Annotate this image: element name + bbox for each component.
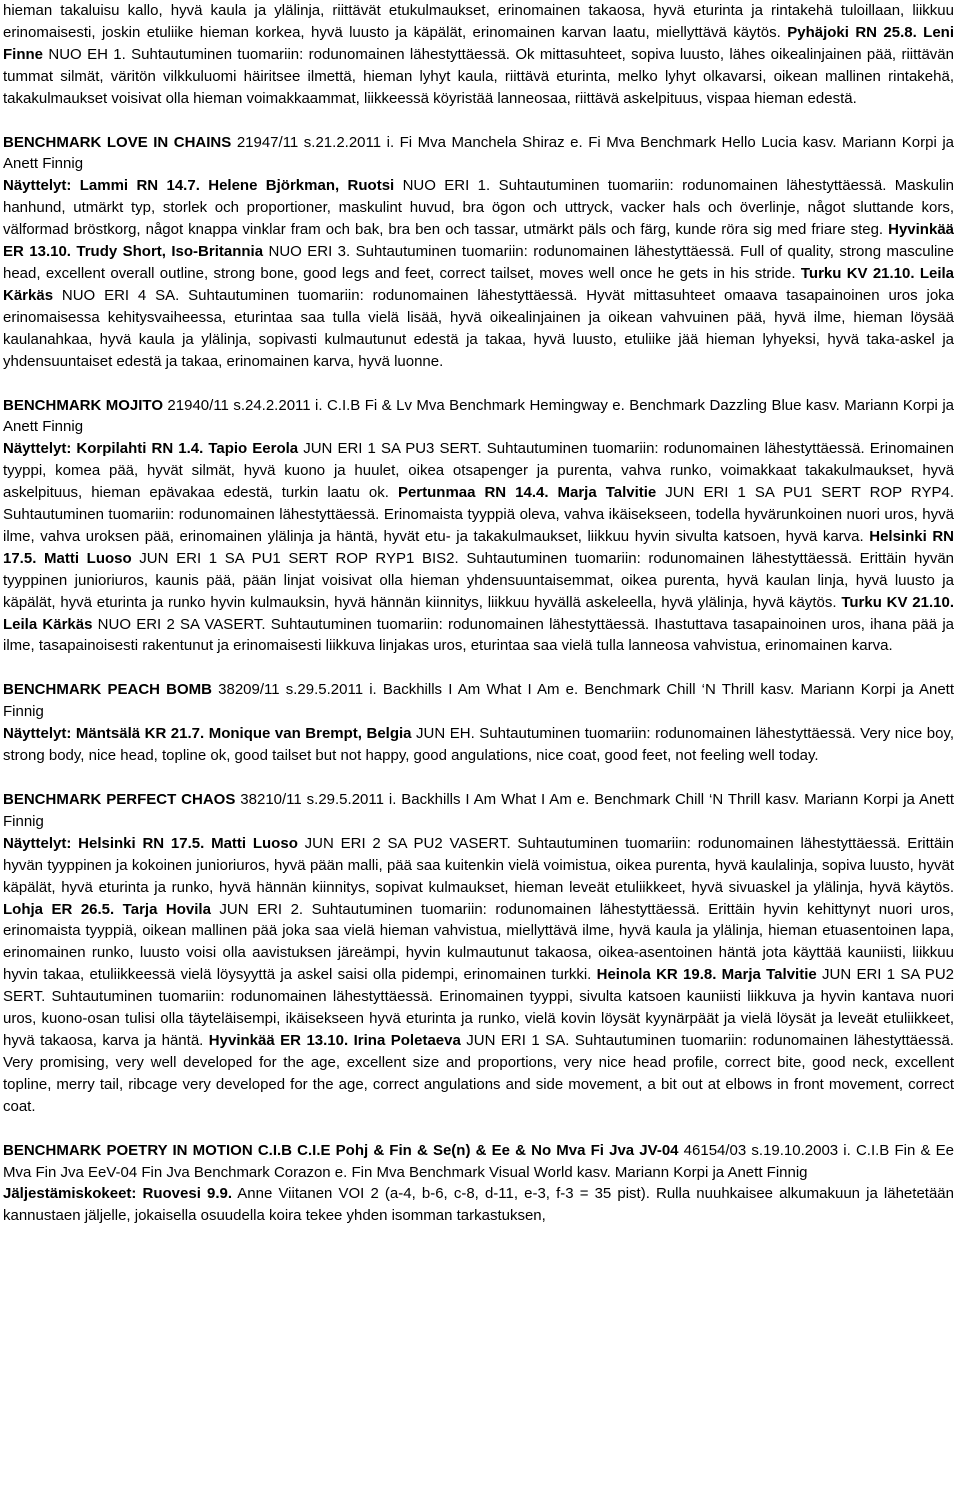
document-paragraph (3, 1183, 954, 1227)
bold-text-segment: Lohja ER 26.5. Tarja Hovila (3, 900, 211, 918)
bold-text-segment: BENCHMARK PEACH BOMB (3, 681, 212, 699)
text-segment: hieman takaluisu kallo, hyvä kaula ja ylälinja, riittävät etukulmaukset, erinomainen takaosa, hyvä eturinta ja rintakehä tuloillaan, liikkuu erinomaisesti, joskin etuliike hieman korkea, hyvä luusto ja käpälät, erinomainen karvan laatu, miellyttävä käytös. (3, 2, 954, 41)
bold-text-segment: Turku KV 21.10. Leila Kärkäs (3, 264, 955, 304)
document-paragraph (3, 789, 954, 833)
document-paragraph (3, 723, 954, 767)
text-segment: Anne Viitanen VOI 2 (a-4, b-6, c-8, d-11, e-3, f-3 = 35 pist). Rulla nuuhkaisee alkumakuun ja lähetetään kannustaen jäljelle, jokaisella osuudella koira tekee yhden isomman tarkastuksen, (3, 1185, 954, 1225)
bold-text-segment: Jäljestämiskokeet: Ruovesi 9.9. (3, 1185, 233, 1203)
paragraph-spacer (3, 657, 954, 679)
bold-text-segment: Näyttelyt: Korpilahti RN 1.4. Tapio Eerola (3, 440, 299, 458)
bold-text-segment: Turku KV 21.10. Leila Kärkäs (3, 593, 954, 633)
bold-text-segment: Näyttelyt: Lammi RN 14.7. Helene Björkman, Ruotsi (3, 177, 395, 195)
document-paragraph (3, 833, 954, 1118)
document-paragraph (3, 1140, 954, 1184)
text-segment: JUN ERI 2. Suhtautuminen tuomariin: rodunomainen lähestyttäessä. Erittäin hyvin kehittynyt nuori uros, erinomaista tyyppiä, oikean mallinen pää joka saa vielä hieman vahvistua, miellyttävä ilme, hyvä kaula ja ylälinja, hieman etuasentoinen lapa, erinomainen runko, luusto voisi olla aavistuksen järeämpi, hyvin kulmautunut takaosa, oikea-asentoinen häntä jota käyttää kauniisti, liikkuu hyvin takaa, etuliikkeessä vielä löysyyttä ja askel saisi olla pidempi, erinomainen turkki. (3, 900, 954, 984)
bold-text-segment: BENCHMARK POETRY IN MOTION C.I.B C.I.E Pohj & Fin & Se(n) & Ee & No Mva Fi Jva JV-04 (3, 1141, 679, 1159)
bold-text-segment: Näyttelyt: Helsinki RN 17.5. Matti Luoso (3, 834, 298, 852)
text-segment: 38209/11 s.29.5.2011 i. Backhills I Am What I Am e. Benchmark Chill ‘N Thrill kasv. Mariann Korpi ja Anett Finnig (3, 681, 954, 721)
text-segment: NUO ERI 4 SA. Suhtautuminen tuomariin: rodunomainen lähestyttäessä. Hyvät mittasuhteet omaava tasapainoinen uros joka erinomaisessa kehitysvaiheessa, eturintaa saa tulla vielä lisää, hyvä oikealinjainen ja oikean vahvuinen pää, hyvä ilme, hieman löysää kaulanahkaa, hyvä kaula ja ylälinja, sopivasti kulmautunut edestä ja takaa, hyvä luusto, etuliike jää hieman lyhyeksi, hyvä taka-askel ja yhdensuuntaiset edestä ja takaa, erinomainen karva, hyvä luonne. (3, 286, 954, 370)
text-segment: NUO EH 1. Suhtautuminen tuomariin: rodunomainen lähestyttäessä. Ok mittasuhteet, sopiva luusto, lähes oikealinjainen pää, riittävän tummat silmät, väritön vilkkuluomi häiritsee ilmettä, hieman lyhyt kaula, riittävä eturinta, melko lyhyt olkavarsi, oikean mallinen rintakehä, takakulmaukset voisivat olla hieman voimakkaammat, liikkeessä köyristää lanneosaa, riittävä askelpituus, vispaa hieman edestä. (3, 45, 954, 107)
text-segment: JUN EH. Suhtautuminen tuomariin: rodunomainen lähestyttäessä. Very nice boy, strong body, nice head, topline ok, good tailset but not happy, good angulations, nice coat, good feet, not feeling well today. (3, 725, 954, 765)
text-segment: JUN ERI 1 SA. Suhtautuminen tuomariin: rodunomainen lähestyttäessä. Very promising, very well developed for the age, excellent size and proportions, very nice head profile, correct bite, good neck, excellent topline, merry tail, ribcage very developed for the age, correct angulations and side movement, a bit out at elbows in front movement, correct coat. (3, 1031, 954, 1115)
bold-text-segment: Hyvinkää ER 13.10. Irina Poletaeva (208, 1031, 461, 1049)
document-paragraph (3, 175, 954, 372)
text-segment: NUO ERI 3. Suhtautuminen tuomariin: rodunomainen lähestyttäessä. Full of quality, strong masculine head, excellent overall outline, strong bone, good legs and feet, correct tailset, moves well once he gets in his stride. (3, 243, 954, 282)
bold-text-segment: BENCHMARK PERFECT CHAOS (3, 791, 236, 808)
bold-text-segment: BENCHMARK LOVE IN CHAINS (3, 133, 232, 151)
text-segment: JUN ERI 2 SA PU2 VASERT. Suhtautuminen tuomariin: rodunomainen lähestyttäessä. Erittäin hyvän tyyppinen ja kokoinen junioriuros, hyvä pään malli, pää saa kuitenkin vielä voimistua, oikea purenta, hyvä kaulalinja, sopiva luusto, hyvät käpälät, hyvä eturinta ja runko, hyvä hännän kiinnitys, sopivat kulmaukset, hieman leveät etuliikkeet, hyvä sivuaskel ja ylälinja, hyvä käytös. (3, 834, 954, 896)
text-segment: 38210/11 s.29.5.2011 i. Backhills I Am What I Am e. Benchmark Chill ‘N Thrill kasv. Mariann Korpi ja Anett Finnig (3, 791, 954, 830)
document-paragraph (3, 438, 954, 657)
text-segment: NUO ERI 2 SA VASERT. Suhtautuminen tuomariin: rodunomainen lähestyttäessä. Ihastuttava tasapainoinen uros, ihana pää ja ilme, tasapainoisesti rakentunut ja erinomaisesti liikkuva linjakas uros, eturintaa saa vielä tulla lanneosa vahvistua, erinomainen karva. (3, 615, 955, 655)
bold-text-segment: Pyhäjoki RN 25.8. Leni Finne (3, 23, 954, 63)
text-segment: 21940/11 s.24.2.2011 i. C.I.B Fi & Lv Mva Benchmark Hemingway e. Benchmark Dazzling Blue kasv. Mariann Korpi ja Anett Finnig (3, 396, 954, 436)
text-segment: JUN ERI 1 SA PU3 SERT. Suhtautuminen tuomariin: rodunomainen lähestyttäessä. Erinomainen tyyppi, komea pää, hyvät silmät, hyvä kuono ja huulet, oikea otsapenger ja purenta, vahva runko, voimakkaat takakulmaukset, hyvä askelpituus, hieman epävakaa edestä, turkin laatu ok. (3, 440, 954, 502)
text-segment: JUN ERI 1 SA PU1 SERT ROP RYP4. Suhtautuminen tuomariin: rodunomainen lähestyttäessä. Erinomaista tyyppiä oleva, vahva ikäisekseen, todella hyvärunkoinen nuori uros, hyvä ilme, vahva uroksen pää, erinomainen ylälinja ja häntä, hyvät etu- ja takakulmaukset, liikkuu hyvin sivulta katsoen, hyvä karva. (3, 484, 954, 545)
document-paragraph (3, 0, 954, 110)
paragraph-spacer (3, 110, 954, 132)
document-paragraph (3, 132, 954, 176)
document-paragraph (3, 679, 954, 723)
bold-text-segment: Hyvinkää ER 13.10. Trudy Short, Iso-Britannia (3, 221, 954, 261)
paragraph-spacer (3, 767, 954, 789)
document-paragraph (3, 395, 954, 439)
bold-text-segment: Pertunmaa RN 14.4. Marja Talvitie (397, 484, 657, 502)
text-segment: NUO ERI 1. Suhtautuminen tuomariin: rodunomainen lähestyttäessä. Maskulin hanhund, utmärkt typ, storlek och proportioner, maskulint huvud, bra ögon och uttryck, vacker hals och överlinje, något sluttande kors, välformad bröstkorg, något knappa vinklar fram och bak, bra ben och tassar, utmärkt päls och färg, kunde röra sig med friare steg. (3, 177, 954, 239)
text-segment: JUN ERI 1 SA PU1 SERT ROP RYP1 BIS2. Suhtautuminen tuomariin: rodunomainen lähestyttäessä. Erittäin hyvän tyyppinen junioriuros, kaunis pää, pään linjat voisivat olla hieman yhdensuuntaisemmat, oikea purenta, hyvä kaulan linja, hyvä luusto ja käpälät, hyvä eturinta ja runko hyvin kulmauksin, hyvä hännän kiinnitys, liikkuu hyvällä askeleella, hyvä ylälinja, hyvä käytös. (3, 549, 955, 611)
bold-text-segment: Helsinki RN 17.5. Matti Luoso (3, 527, 954, 567)
text-segment: 46154/03 s.19.10.2003 i. C.I.B Fin & Ee Mva Fin Jva EeV-04 Fin Jva Benchmark Corazon e. Fin Mva Benchmark Visual World kasv. Mariann Korpi ja Anett Finnig (3, 1141, 954, 1181)
bold-text-segment: Näyttelyt: Mäntsälä KR 21.7. Monique van Brempt, Belgia (3, 725, 412, 743)
bold-text-segment: Heinola KR 19.8. Marja Talvitie (596, 966, 817, 984)
bold-text-segment: BENCHMARK MOJITO (3, 396, 163, 414)
paragraph-spacer (3, 373, 954, 395)
text-segment: JUN ERI 1 SA PU2 SERT. Suhtautuminen tuomariin: rodunomainen lähestyttäessä. Erinomainen tyyppi, sivulta katsoen kauniisti liikkuva ja hyvin kantava nuori uros, kuono-osan tulisi olla täyteläisempi, ikäisekseen hyvä eturinta ja runko, vielä kovin löysät kyynärpäät ja vielä löysät ja leveät etuliikkeet, hyvä takaosa, karva ja häntä. (3, 966, 954, 1049)
text-segment: 21947/11 s.21.2.2011 i. Fi Mva Manchela Shiraz e. Fi Mva Benchmark Hello Lucia kasv. Mariann Korpi ja Anett Finnig (3, 133, 954, 173)
paragraph-spacer (3, 1118, 954, 1140)
